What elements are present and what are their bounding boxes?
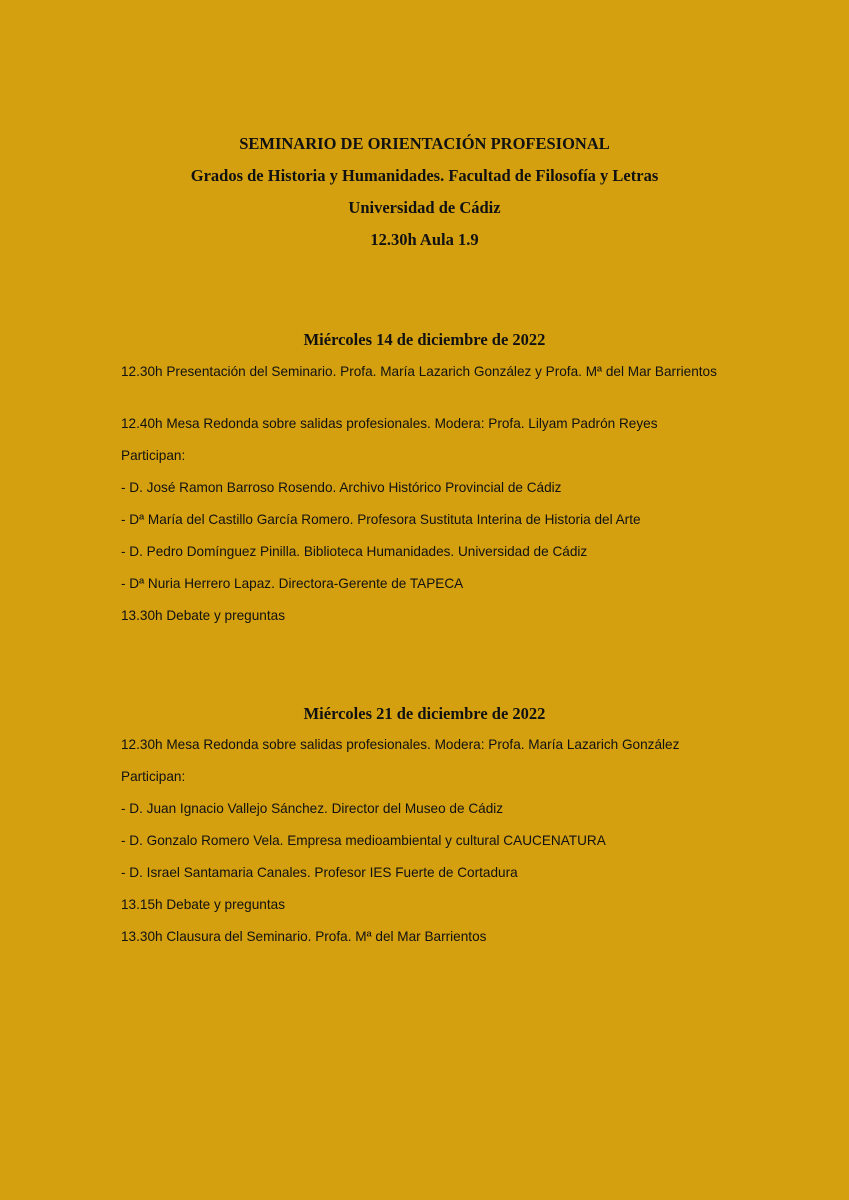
day2-item-participant: - D. Israel Santamaria Canales. Profesor IES Fuerte de Cortadura	[121, 865, 518, 880]
day1-item-round-table: 12.40h Mesa Redonda sobre salidas profesionales. Modera: Profa. Lilyam Padrón Reyes	[121, 416, 658, 431]
day2-item-participant: - D. Juan Ignacio Vallejo Sánchez. Director del Museo de Cádiz	[121, 801, 504, 816]
time-room-line: 12.30h Aula 1.9	[370, 230, 479, 249]
document-header	[0, 134, 849, 262]
day1-item-debate: 13.30h Debate y preguntas	[121, 608, 286, 623]
day1-item-participant: - Dª Nuria Herrero Lapaz. Directora-Gerente de TAPECA	[121, 576, 464, 591]
day2-item-closing: 13.30h Clausura del Seminario. Profa. Mª del Mar Barrientos	[121, 929, 487, 944]
day1-item-participant: - D. José Ramon Barroso Rosendo. Archivo Histórico Provincial de Cádiz	[121, 480, 562, 495]
day1-item-participant: - Dª María del Castillo García Romero. Profesora Sustituta Interina de Historia del Arte	[121, 512, 641, 527]
day2-item-debate: 13.15h Debate y preguntas	[121, 897, 286, 912]
day2-item-round-table: 12.30h Mesa Redonda sobre salidas profesionales. Modera: Profa. María Lazarich González	[121, 737, 680, 752]
day2-item-participants-label: Participan:	[121, 769, 186, 784]
day2-item-participant: - D. Gonzalo Romero Vela. Empresa medioambiental y cultural CAUCENATURA	[121, 833, 606, 848]
day1-title: Miércoles 14 de diciembre de 2022	[303, 330, 546, 349]
day1-item-participant: - D. Pedro Domínguez Pinilla. Biblioteca Humanidades. Universidad de Cádiz	[121, 544, 588, 559]
day2-title: Miércoles 21 de diciembre de 2022	[303, 704, 546, 723]
seminar-title: SEMINARIO DE ORIENTACIÓN PROFESIONAL	[239, 134, 610, 153]
day1-item-participants-label: Participan:	[121, 448, 186, 463]
day1-item-presentation: 12.30h Presentación del Seminario. Profa. María Lazarich González y Profa. Mª del Mar Barrientos	[121, 364, 717, 379]
university-line: Universidad de Cádiz	[348, 198, 501, 217]
degrees-line: Grados de Historia y Humanidades. Facultad de Filosofía y Letras	[190, 166, 659, 185]
